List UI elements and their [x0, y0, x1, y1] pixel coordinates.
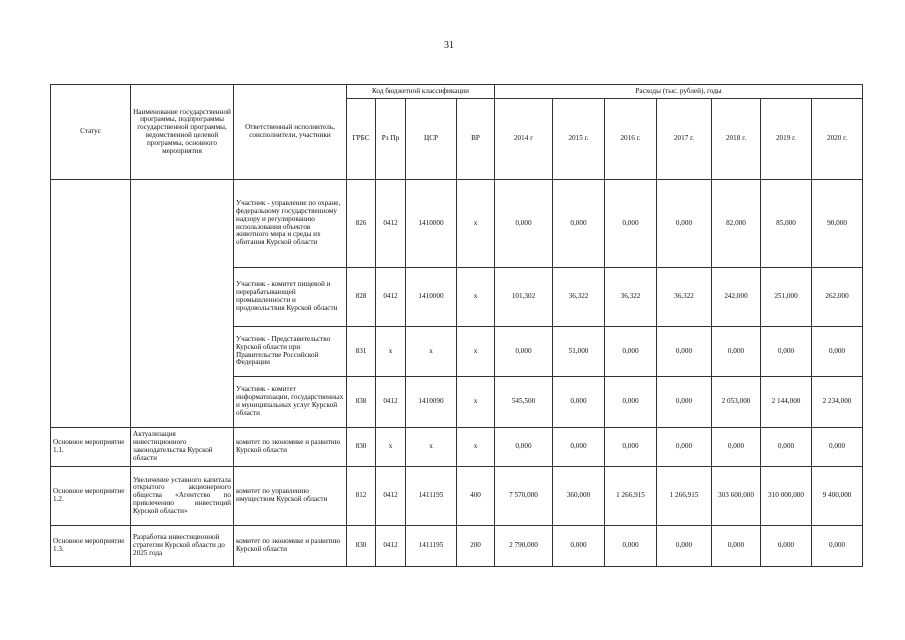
value-cell: 0,000 — [657, 428, 712, 467]
value-cell: 0,000 — [761, 428, 812, 467]
rzpr-cell: 0412 — [376, 268, 406, 327]
csr-cell: 1411195 — [406, 526, 457, 567]
header-year-2018: 2018 г. — [712, 99, 761, 180]
header-expenses: Расходы (тыс. рублей), годы — [495, 85, 863, 99]
header-year-2019: 2019 г. — [761, 99, 812, 180]
status-cell — [51, 180, 131, 428]
value-cell: 0,000 — [761, 327, 812, 377]
rzpr-cell: 0412 — [376, 467, 406, 526]
value-cell: 0,000 — [605, 526, 657, 567]
value-cell: 0,000 — [553, 180, 605, 268]
vr-cell: x — [457, 268, 495, 327]
value-cell: 2 234,000 — [812, 377, 863, 428]
header-year-2020: 2020 г. — [812, 99, 863, 180]
value-cell: 101,302 — [495, 268, 553, 327]
value-cell: 0,000 — [712, 428, 761, 467]
table-row — [51, 526, 863, 567]
value-cell: 7 570,000 — [495, 467, 553, 526]
value-cell: 0,000 — [495, 327, 553, 377]
value-cell: 0,000 — [812, 428, 863, 467]
header-status: Статус — [51, 85, 131, 180]
grbs-cell: 830 — [347, 428, 376, 467]
status-cell: Основное мероприятие 1.2. — [51, 467, 131, 526]
grbs-cell: 826 — [347, 180, 376, 268]
value-cell: 85,000 — [761, 180, 812, 268]
table-row — [51, 428, 863, 467]
rzpr-cell: x — [376, 428, 406, 467]
value-cell: 0,000 — [605, 377, 657, 428]
value-cell: 0,000 — [657, 327, 712, 377]
budget-table — [50, 84, 863, 567]
responsible-cell: Участник - управление по охране, федеральному государственному надзору и регулированию использования объектов животного мира и среды их обитания Курской области — [234, 180, 347, 268]
value-cell: 0,000 — [761, 526, 812, 567]
value-cell: 0,000 — [812, 327, 863, 377]
name-cell: Увеличение уставного капитала открытого акционерного общества «Агентство по привлечению инвестиций Курской области» — [131, 467, 234, 526]
responsible-cell: комитет по управлению имуществом Курской области — [234, 467, 347, 526]
value-cell: 2 053,000 — [712, 377, 761, 428]
value-cell: 251,000 — [761, 268, 812, 327]
header-code-grbs: ГРБС — [347, 99, 376, 180]
header-year-2015: 2015 г. — [553, 99, 605, 180]
value-cell: 51,000 — [553, 327, 605, 377]
value-cell: 36,322 — [657, 268, 712, 327]
name-cell — [131, 180, 234, 428]
responsible-cell: Участник - комитет пищевой и перерабатывающей промышленности и продовольствия Курской области — [234, 268, 347, 327]
status-cell: Основное мероприятие 1.3. — [51, 526, 131, 567]
name-cell: Разработка инвестиционной стратегии Курской области до 2025 года — [131, 526, 234, 567]
csr-cell: 1410090 — [406, 377, 457, 428]
header-responsible: Ответственный исполнитель, соисполнители, участники — [234, 85, 347, 180]
vr-cell: x — [457, 428, 495, 467]
header-code-rzpr: Рз Пр — [376, 99, 406, 180]
table-row — [51, 467, 863, 526]
grbs-cell: 828 — [347, 268, 376, 327]
value-cell: 90,000 — [812, 180, 863, 268]
value-cell: 2 144,000 — [761, 377, 812, 428]
responsible-cell: комитет по экономике и развитию Курской области — [234, 428, 347, 467]
value-cell: 242,000 — [712, 268, 761, 327]
value-cell: 0,000 — [605, 327, 657, 377]
value-cell: 545,500 — [495, 377, 553, 428]
value-cell: 0,000 — [657, 526, 712, 567]
rzpr-cell: 0412 — [376, 377, 406, 428]
vr-cell: 200 — [457, 526, 495, 567]
csr-cell: x — [406, 428, 457, 467]
grbs-cell: 838 — [347, 377, 376, 428]
header-code-csr: ЦСР — [406, 99, 457, 180]
value-cell: 0,000 — [812, 526, 863, 567]
rzpr-cell: x — [376, 327, 406, 377]
value-cell: 82,000 — [712, 180, 761, 268]
vr-cell: 400 — [457, 467, 495, 526]
status-cell: Основное мероприятие 1.1. — [51, 428, 131, 467]
value-cell: 2 790,000 — [495, 526, 553, 567]
value-cell: 310 000,000 — [761, 467, 812, 526]
value-cell: 0,000 — [712, 327, 761, 377]
csr-cell: x — [406, 327, 457, 377]
responsible-cell: комитет по экономике и развитию Курской области — [234, 526, 347, 567]
header-name: Наименование государственной программы, подпрограммы государственной программы, ведомственной целевой программы, основного мероприятия — [131, 85, 234, 180]
value-cell: 0,000 — [605, 428, 657, 467]
grbs-cell: 812 — [347, 467, 376, 526]
value-cell: 0,000 — [495, 428, 553, 467]
vr-cell: x — [457, 377, 495, 428]
value-cell: 0,000 — [605, 180, 657, 268]
value-cell: 262,000 — [812, 268, 863, 327]
value-cell: 9 400,000 — [812, 467, 863, 526]
grbs-cell: 830 — [347, 526, 376, 567]
value-cell: 360,000 — [553, 467, 605, 526]
header-year-2017: 2017 г. — [657, 99, 712, 180]
responsible-cell: Участник - Представительство Курской области при Правительстве Российской Федерации — [234, 327, 347, 377]
vr-cell: x — [457, 180, 495, 268]
grbs-cell: 831 — [347, 327, 376, 377]
value-cell: 36,322 — [553, 268, 605, 327]
responsible-cell: Участник - комитет информатизации, государственных и муниципальных услуг Курской области — [234, 377, 347, 428]
csr-cell: 1411195 — [406, 467, 457, 526]
value-cell: 303 600,000 — [712, 467, 761, 526]
value-cell: 0,000 — [712, 526, 761, 567]
name-cell: Актуализация инвестиционного законодательства Курской области — [131, 428, 234, 467]
value-cell: 0,000 — [657, 180, 712, 268]
value-cell: 0,000 — [495, 180, 553, 268]
value-cell: 1 266,915 — [657, 467, 712, 526]
header-budget-code: Код бюджетной классификации — [347, 85, 495, 99]
value-cell: 0,000 — [553, 526, 605, 567]
value-cell: 0,000 — [553, 428, 605, 467]
csr-cell: 1410000 — [406, 268, 457, 327]
value-cell: 0,000 — [657, 377, 712, 428]
header-code-vr: ВР — [457, 99, 495, 180]
value-cell: 0,000 — [553, 377, 605, 428]
page-number: 31 — [444, 40, 454, 51]
rzpr-cell: 0412 — [376, 526, 406, 567]
csr-cell: 1410000 — [406, 180, 457, 268]
value-cell: 1 266,915 — [605, 467, 657, 526]
vr-cell: x — [457, 327, 495, 377]
value-cell: 36,322 — [605, 268, 657, 327]
table-row — [51, 180, 863, 268]
header-year-2014: 2014 г — [495, 99, 553, 180]
header-year-2016: 2016 г. — [605, 99, 657, 180]
rzpr-cell: 0412 — [376, 180, 406, 268]
